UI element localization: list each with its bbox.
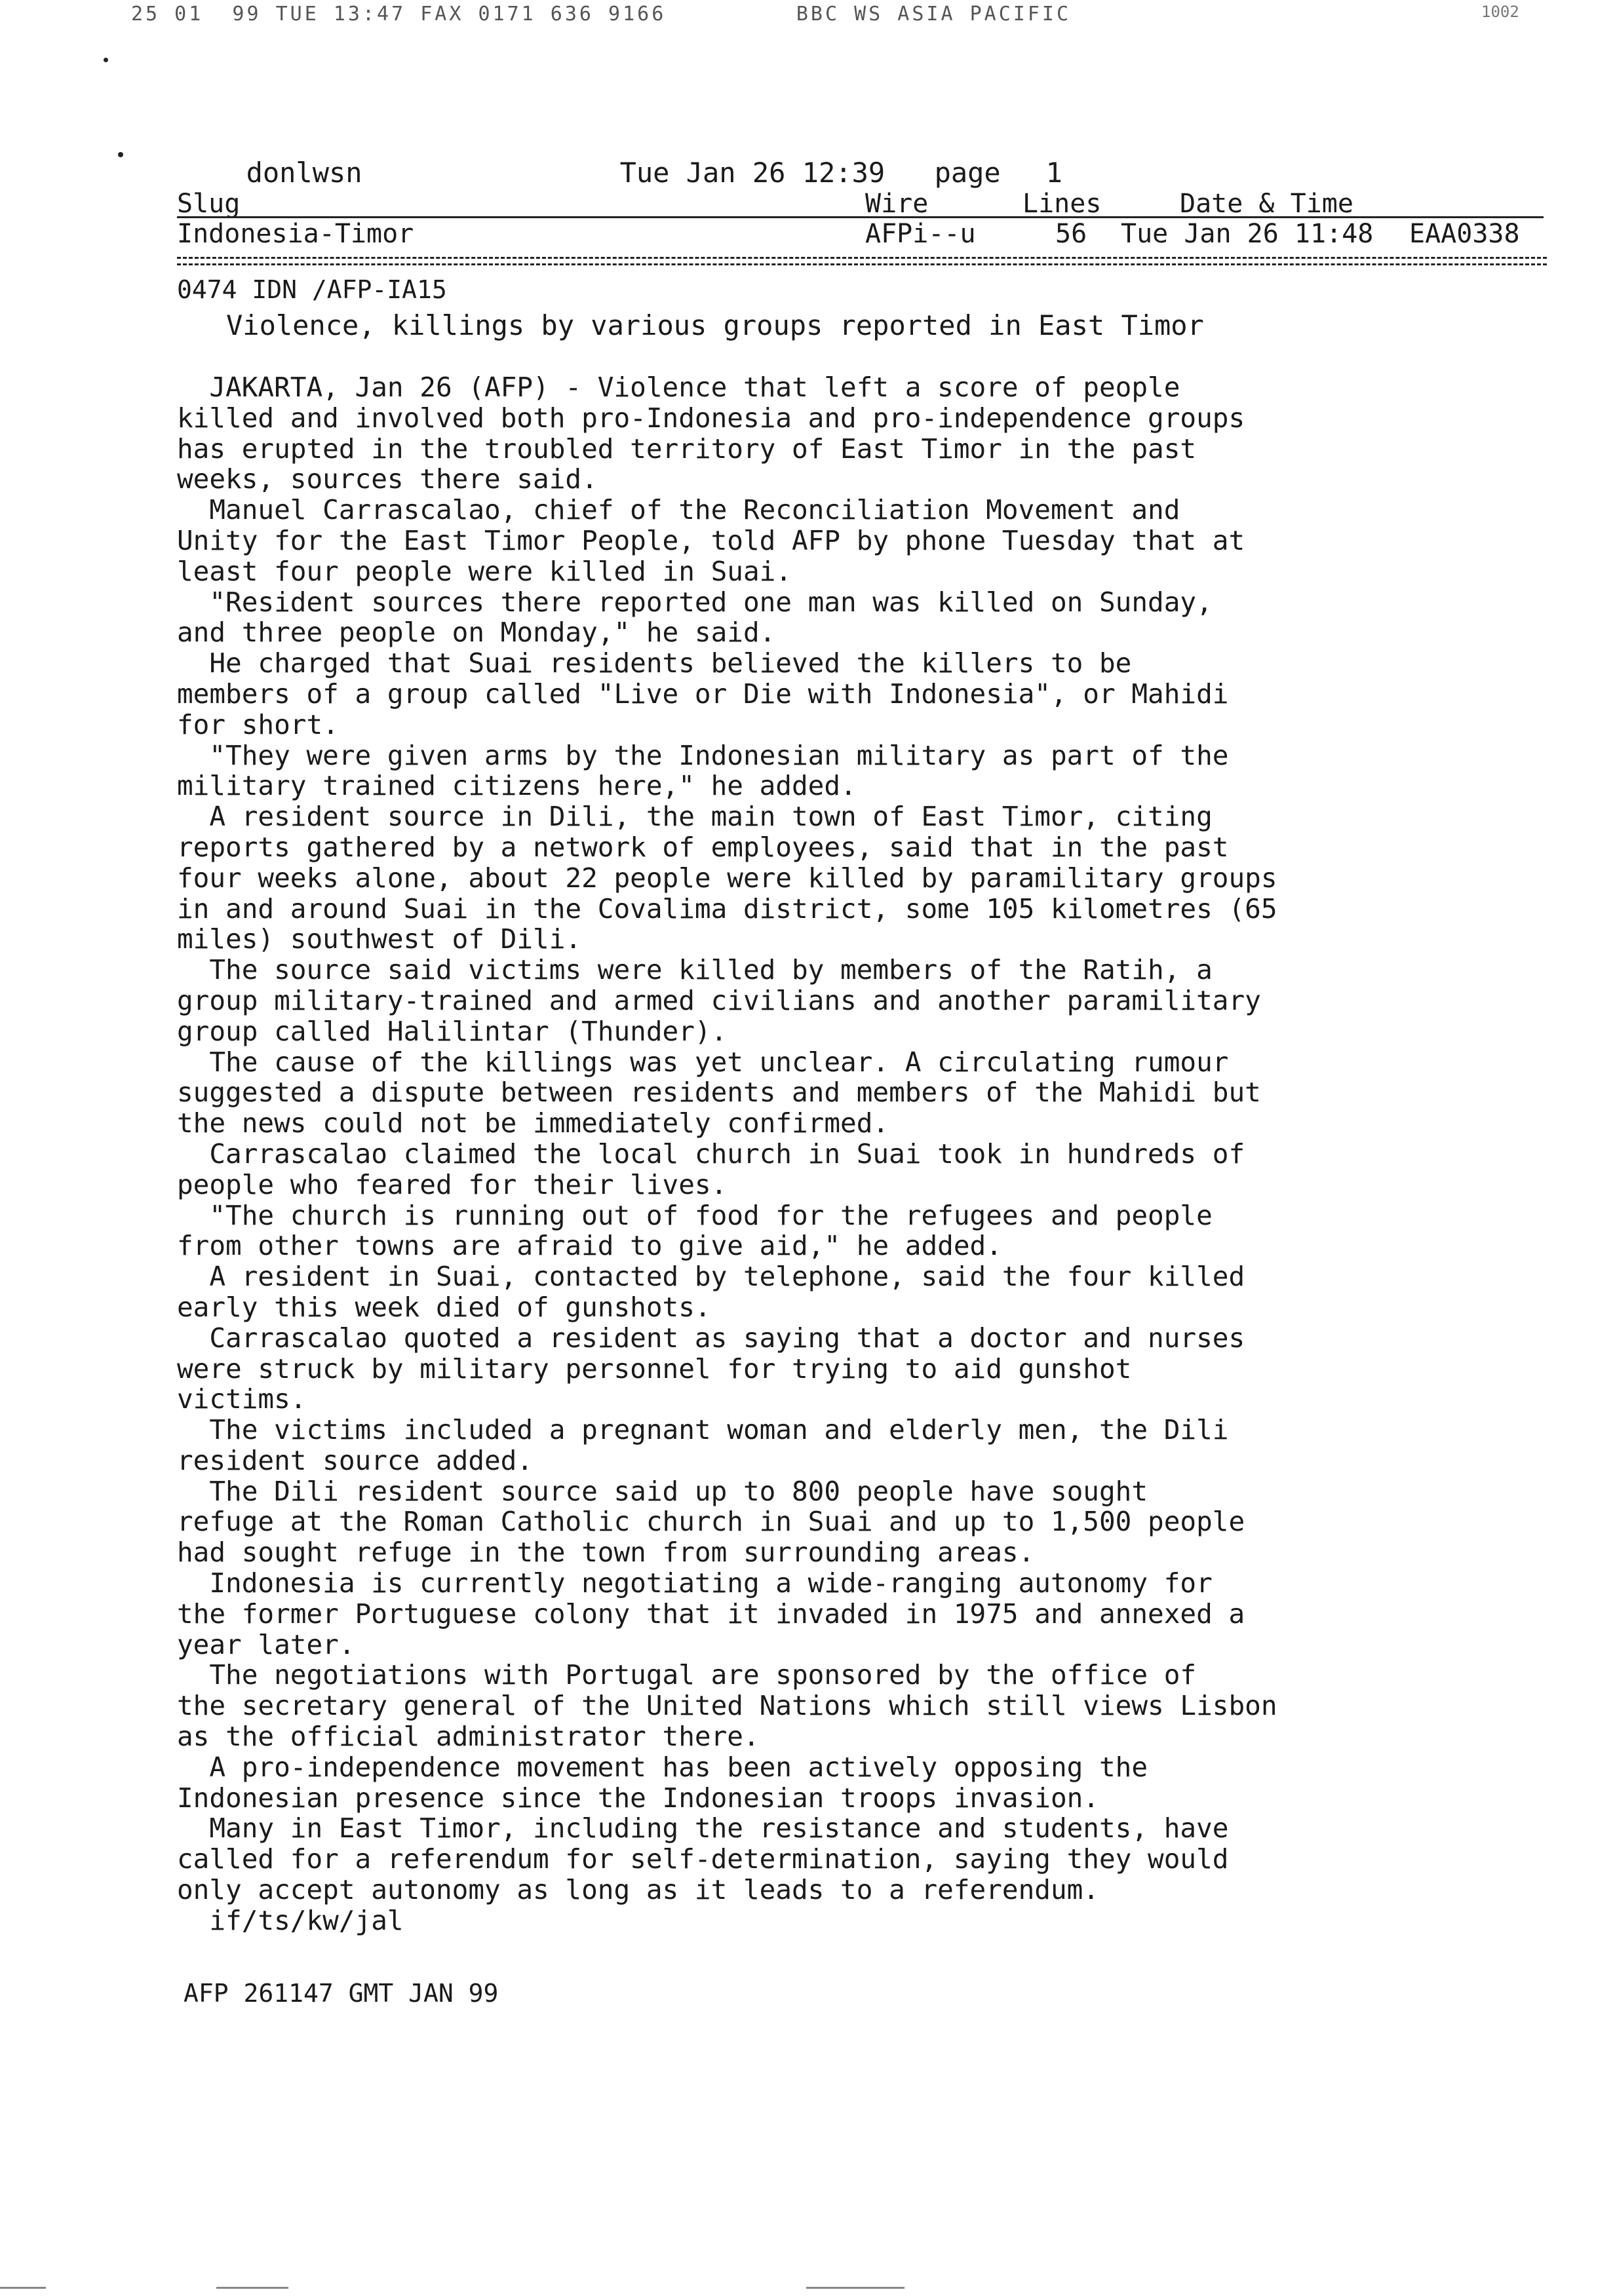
separator-rule [177, 257, 1547, 259]
story-line: four weeks alone, about 22 people were killed by paramilitary groups [177, 862, 1277, 894]
story-line: killed and involved both pro-Indonesia and pro-independence groups [177, 402, 1245, 434]
story-line: group military-trained and armed civilians and another paramilitary [177, 984, 1261, 1016]
story-line: miles) southwest of Dili. [177, 923, 582, 955]
scan-edge-mark [806, 2287, 905, 2289]
story-line: A pro-independence movement has been actively opposing the [177, 1751, 1148, 1783]
story-line: JAKARTA, Jan 26 (AFP) - Violence that left a score of people [177, 372, 1180, 403]
story-footer: AFP 261147 GMT JAN 99 [184, 1979, 499, 2008]
story-line: A resident in Suai, contacted by telephone, said the four killed [177, 1261, 1245, 1293]
wire-value: AFPi--u [865, 219, 976, 249]
story-line: least four people were killed in Suai. [177, 555, 792, 587]
slug-label: Slug [177, 189, 241, 219]
story-line: Carrascalao claimed the local church in Suai took in hundreds of [177, 1138, 1245, 1170]
story-line: suggested a dispute between residents and members of the Mahidi but [177, 1077, 1261, 1109]
story-line: A resident source in Dili, the main town of East Timor, citing [177, 801, 1213, 833]
story-line: year later. [177, 1628, 355, 1660]
story-body [177, 372, 1553, 1936]
meta-date: Tue Jan 26 12:39 [619, 157, 885, 189]
story-line: The cause of the killings was yet unclear. A circulating rumour [177, 1046, 1229, 1078]
scan-edge-mark [216, 2287, 288, 2289]
story-line: in and around Suai in the Covalima district, some 105 kilometres (65 [177, 892, 1277, 925]
scan-edge-mark [0, 2287, 46, 2289]
story-line: The source said victims were killed by members of the Ratih, a [177, 954, 1213, 986]
story-line: for short. [177, 708, 339, 740]
meta-line [213, 124, 1062, 189]
story-id: 0474 IDN /AFP-IA15 [177, 275, 447, 304]
story-line: Indonesian presence since the Indonesian troops invasion. [177, 1782, 1099, 1814]
story-line: had sought refuge in the town from surrounding areas. [177, 1537, 1035, 1569]
fax-transmission-header: 25 01 99 TUE 13:47 FAX 0171 636 9166 BBC WS ASIA PACIFIC [131, 3, 1071, 26]
story-line: members of a group called "Live or Die with Indonesia", or Mahidi [177, 678, 1229, 710]
story-line: people who feared for their lives. [177, 1168, 728, 1200]
meta-page-number: 1 [1045, 157, 1062, 189]
story-line: has erupted in the troubled territory of East Timor in the past [177, 432, 1197, 465]
story-line: "The church is running out of food for the refugees and people [177, 1199, 1213, 1231]
story-line: The victims included a pregnant woman and elderly men, the Dili [177, 1414, 1229, 1446]
story-line: as the official administrator there. [177, 1721, 760, 1753]
story-line: weeks, sources there said. [177, 463, 598, 495]
story-line: group called Halilintar (Thunder). [177, 1015, 728, 1047]
story-line: if/ts/kw/jal [177, 1904, 404, 1936]
story-line: Unity for the East Timor People, told AFP by phone Tuesday that at [177, 524, 1245, 556]
story-line: Many in East Timor, including the resistance and students, have [177, 1812, 1229, 1845]
story-line: refuge at the Roman Catholic church in Suai and up to 1,500 people [177, 1506, 1245, 1538]
story-line: were struck by military personnel for trying to aid gunshot [177, 1352, 1132, 1385]
story-line: "They were given arms by the Indonesian military as part of the [177, 739, 1229, 771]
lines-label: Lines [1022, 189, 1102, 219]
story-line: The negotiations with Portugal are sponsored by the office of [177, 1659, 1197, 1691]
story-line: The Dili resident source said up to 800 people have sought [177, 1475, 1148, 1507]
story-line: Carrascalao quoted a resident as saying that a doctor and nurses [177, 1322, 1245, 1354]
wire-label: Wire [865, 189, 929, 219]
story-line: only accept autonomy as long as it leads to a referendum. [177, 1874, 1099, 1906]
separator-rule [177, 263, 1547, 265]
story-line: the news could not be immediately confirmed. [177, 1107, 889, 1139]
story-line: military trained citizens here," he added. [177, 770, 857, 802]
slug-value: Indonesia-Timor [177, 219, 414, 249]
story-line: early this week died of gunshots. [177, 1291, 711, 1323]
meta-page-label: page [934, 157, 1001, 189]
story-line: resident source added. [177, 1444, 534, 1476]
story-line: called for a referendum for self-determination, saying they would [177, 1843, 1229, 1875]
story-line: Indonesia is currently negotiating a wide-ranging autonomy for [177, 1567, 1213, 1599]
story-line: Manuel Carrascalao, chief of the Reconciliation Movement and [177, 494, 1180, 526]
meta-user: donlwsn [246, 157, 362, 189]
story-line: the secretary general of the United Nations which still views Lisbon [177, 1690, 1277, 1722]
story-line: He charged that Suai residents believed the killers to be [177, 647, 1132, 679]
scan-speck [104, 58, 108, 62]
story-headline: Violence, killings by various groups reported in East Timor [226, 309, 1204, 341]
story-line: and three people on Monday," he said. [177, 617, 776, 649]
datetime-value: Tue Jan 26 11:48 [1121, 219, 1374, 249]
scan-speck [118, 152, 123, 157]
datetime-label: Date & Time [1180, 189, 1353, 219]
story-line: the former Portuguese colony that it invaded in 1975 and annexed a [177, 1598, 1245, 1630]
story-line: victims. [177, 1383, 307, 1415]
lines-value: 56 [1055, 219, 1087, 249]
slug-header-underline [177, 216, 1544, 218]
story-code: EAA0338 [1409, 219, 1520, 249]
story-line: reports gathered by a network of employees, said that in the past [177, 831, 1229, 863]
fax-page-mark: 1002 [1481, 3, 1519, 21]
story-line: from other towns are afraid to give aid," he added. [177, 1230, 1002, 1262]
story-line: "Resident sources there reported one man was killed on Sunday, [177, 586, 1213, 618]
